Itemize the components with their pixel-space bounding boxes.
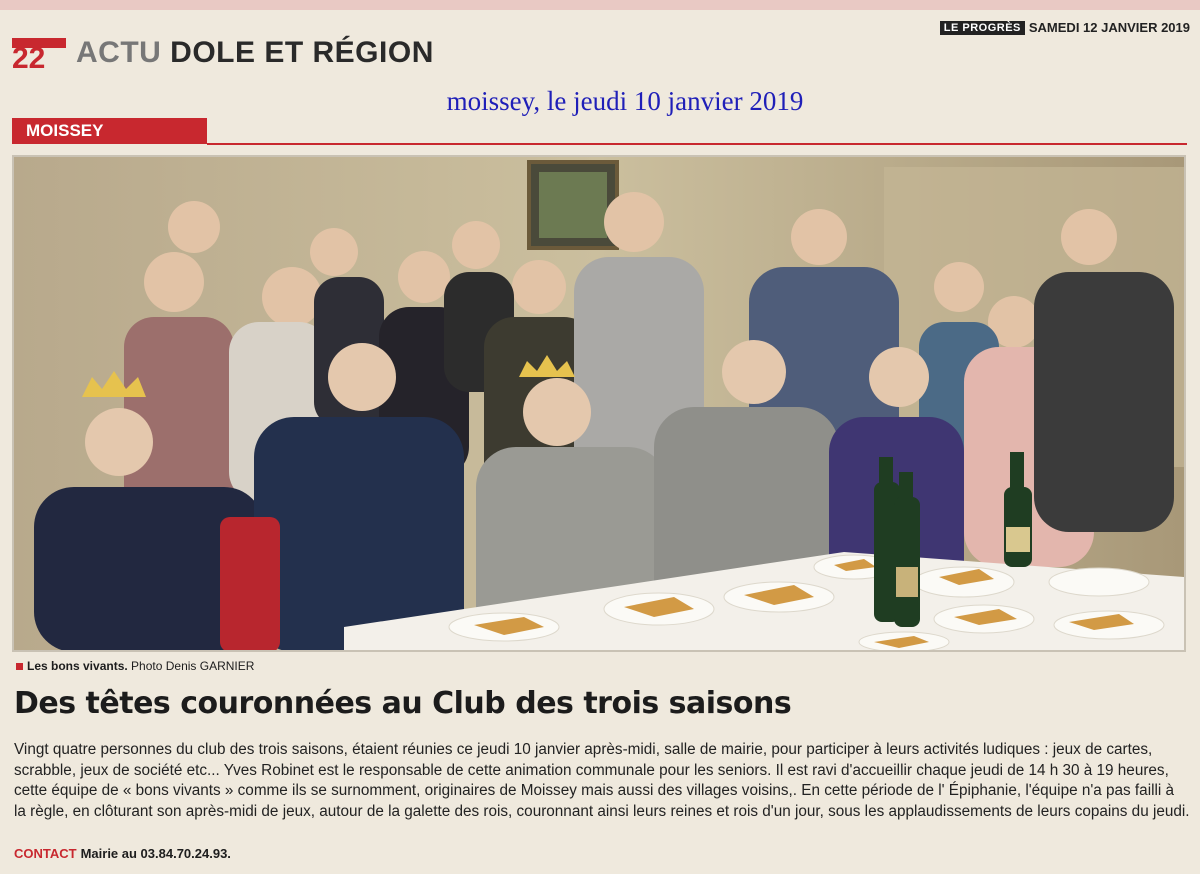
- group-photo-illustration: [14, 157, 1184, 650]
- issue-date: SAMEDI 12 JANVIER 2019: [1028, 20, 1190, 35]
- section-title: [76, 36, 434, 70]
- contact-line: [14, 846, 231, 861]
- caption-credit: Photo Denis GARNIER: [131, 659, 255, 673]
- page-number: [12, 38, 66, 75]
- handwritten-annotation: moissey, le jeudi 10 janvier 2019: [446, 86, 804, 116]
- caption-bullet-icon: [16, 663, 23, 670]
- contact-text: Mairie au 03.84.70.24.93.: [80, 846, 231, 861]
- top-rule: [0, 0, 1200, 10]
- article-body: [14, 740, 1190, 822]
- newspaper-brand: LE PROGRÈS: [940, 21, 1025, 35]
- article-headline: Des têtes couronnées au Club des trois saisons: [14, 686, 792, 721]
- article-paragraph: Vingt quatre personnes du club des trois saisons, étaient réunies ce jeudi 10 janvier après-midi, salle de mairie, pour participer à leurs activités ludiques : jeux de cartes, scrabble, jeux de société etc... Yves Robinet est le responsable de cette animation communale pour les seniors. Il est ravi d'accueillir chaque jeudi de 14 h 30 à 19 heures, cette équipe de « bons vivants » comme ils se surnomment, originaires de Moissey mais aussi des villages voisins,. En cette période de l' Épiphanie, l'équipe n'a pas failli à la règle, en clôturant son après-midi de jeux, autour de la galette des rois, couronnant ainsi leurs reines et rois d'un jour, sous les applaudissements de leurs copains du jeudi.: [14, 741, 1190, 820]
- caption-title: Les bons vivants.: [27, 659, 128, 673]
- photo-caption: [16, 659, 254, 673]
- group-photo: [12, 155, 1186, 652]
- tag-rule: [207, 143, 1187, 145]
- section-name: DOLE ET RÉGION: [170, 36, 434, 69]
- contact-label: CONTACT: [14, 846, 77, 861]
- location-tag: MOISSEY: [12, 118, 207, 144]
- masthead: [940, 20, 1190, 35]
- page-number-text: 22: [12, 42, 46, 75]
- section-prefix: ACTU: [76, 36, 162, 69]
